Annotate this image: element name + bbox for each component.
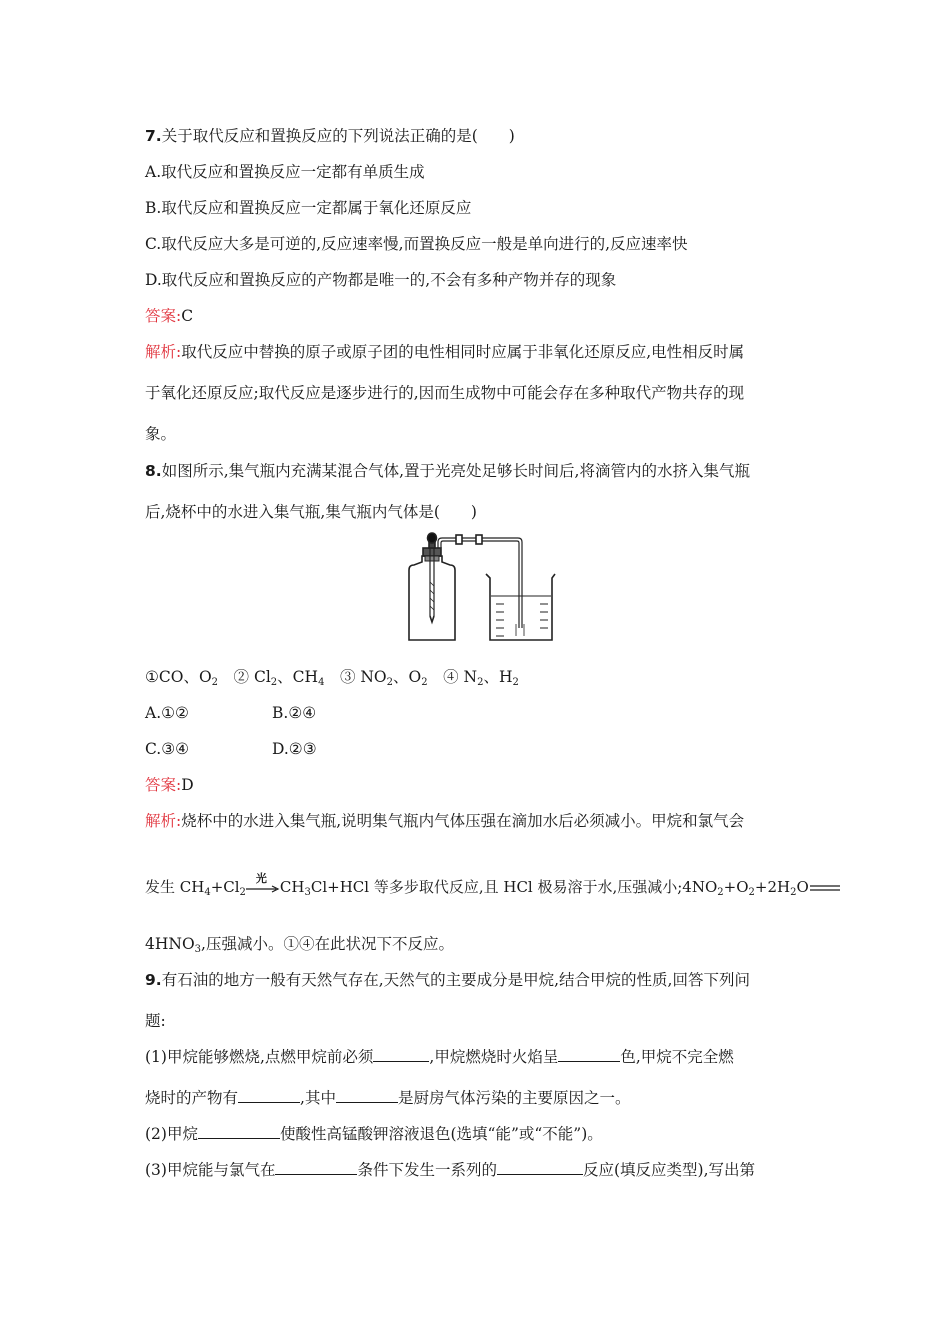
- eq-text-4: Cl+HCl 等多步取代反应,且 HCl 极易溶于水,压强减小;4NO: [310, 878, 718, 896]
- q7-stem: [145, 125, 515, 147]
- q9-p1b: ,甲烷燃烧时火焰呈: [429, 1048, 559, 1066]
- q7-option-c: C.取代反应大多是可逆的,反应速率慢,而置换反应一般是单向进行的,反应速率快: [145, 235, 688, 253]
- arrow-icon: [246, 885, 280, 893]
- gas-option-1: ①CO、O: [145, 668, 212, 686]
- gas-option-3c-sub: 2: [421, 677, 428, 688]
- eq-text-6: +2H: [754, 878, 791, 896]
- q8-analysis-3b: ,压强减小。①④在此状况下不反应。: [201, 935, 454, 953]
- q7-analysis-line-3: 象。: [145, 425, 177, 443]
- q8-number: 8.: [145, 462, 162, 480]
- gas-option-4: ④ N: [427, 668, 478, 686]
- q9-p1a: (1)甲烷能够燃烧,点燃甲烷前必须: [145, 1048, 374, 1066]
- fill-blank-1[interactable]: [373, 1047, 429, 1062]
- fill-blank-7[interactable]: [497, 1160, 583, 1175]
- q7-analysis-text-1: 取代反应中替换的原子或原子团的电性相同时应属于非氧化还原反应,电性相反时属: [181, 343, 745, 361]
- eq-sub-6: 2: [790, 887, 797, 898]
- gas-option-2c-sub: 4: [318, 677, 325, 688]
- q8-analysis-3a: 4HNO: [145, 935, 195, 953]
- eq-text-5: +O: [723, 878, 749, 896]
- q7-stem-text: 关于取代反应和置换反应的下列说法正确的是( ): [161, 127, 515, 145]
- q9-part1-line-1: [145, 1046, 734, 1068]
- q8-answer: [145, 774, 194, 796]
- gas-bottle-beaker-figure: [400, 532, 560, 648]
- q9-p1d: 烧时的产物有: [145, 1089, 239, 1107]
- q8-option-c: C.③④: [145, 740, 190, 758]
- q9-part2: [145, 1123, 603, 1145]
- q9-number: 9.: [145, 971, 162, 989]
- eq-text-1: 发生 CH: [145, 878, 205, 896]
- q9-p3c: 反应(填反应类型),写出第: [582, 1161, 756, 1179]
- q9-p2b: 使酸性高锰酸钾溶液退色(选填“能”或“不能”)。: [279, 1125, 603, 1143]
- eq-sub-5: 2: [748, 887, 755, 898]
- eq-sub-3: 3: [304, 887, 311, 898]
- fill-blank-3[interactable]: [238, 1088, 300, 1103]
- q8-analysis-text-1: 烧杯中的水进入集气瓶,说明集气瓶内气体压强在滴加水后必须减小。甲烷和氯气会: [181, 812, 745, 830]
- q7-answer: [145, 305, 193, 327]
- q7-answer-label: 答案:: [145, 307, 182, 325]
- q7-option-d: D.取代反应和置换反应的产物都是唯一的,不会有多种产物并存的现象: [145, 271, 617, 289]
- fill-blank-4[interactable]: [336, 1088, 398, 1103]
- q9-stem-line-1: [145, 969, 750, 991]
- gas-option-2-sub: 2: [270, 677, 278, 688]
- q9-p3b: 条件下发生一系列的: [357, 1161, 497, 1179]
- gas-option-2: ② Cl: [218, 668, 271, 686]
- q9-stem-text-1: 有石油的地方一般有天然气存在,天然气的主要成分是甲烷,结合甲烷的性质,回答下列问: [161, 971, 750, 989]
- q8-option-a: A.①②: [145, 704, 189, 722]
- q8-stem-line-2: 后,烧杯中的水进入集气瓶,集气瓶内气体是( ): [145, 503, 477, 521]
- q8-analysis-3-sub: 3: [194, 944, 202, 955]
- q7-analysis-line-1: [145, 341, 744, 363]
- q7-analysis-line-2: 于氧化还原反应;取代反应是逐步进行的,因而生成物中可能会存在多种取代产物共存的现: [145, 384, 745, 402]
- light-reaction-arrow: [246, 872, 280, 895]
- eq-text-2: +Cl: [210, 878, 240, 896]
- q8-answer-label: 答案:: [145, 776, 182, 794]
- q7-analysis-label: 解析:: [145, 343, 182, 361]
- q9-part1-line-2: [145, 1087, 630, 1109]
- eq-text-7: O: [796, 878, 809, 896]
- gas-option-4-sub: 2: [477, 677, 484, 688]
- eq-text-3: CH: [279, 878, 305, 896]
- q7-option-a: A.取代反应和置换反应一定都有单质生成: [145, 163, 425, 181]
- fill-blank-5[interactable]: [198, 1124, 280, 1139]
- eq-sub-2: 2: [239, 887, 246, 898]
- eq-sub-4: 2: [717, 887, 724, 898]
- q9-p1e: ,其中: [300, 1089, 336, 1107]
- equals-sign-icon: [809, 884, 841, 892]
- fill-blank-6[interactable]: [275, 1160, 357, 1175]
- gas-option-4b: 、H: [483, 668, 513, 686]
- gas-option-4c-sub: 2: [512, 677, 519, 688]
- fill-blank-2[interactable]: [558, 1047, 620, 1062]
- apparatus-diagram: [400, 532, 560, 644]
- gas-option-2b: 、CH: [277, 668, 319, 686]
- q9-p1c: 色,甲烷不完全燃: [620, 1048, 734, 1066]
- gas-option-1-sub: 2: [211, 677, 219, 688]
- q9-part3: [145, 1159, 755, 1181]
- q8-analysis-label: 解析:: [145, 812, 182, 830]
- q9-stem-line-2: 题:: [145, 1012, 166, 1030]
- q8-option-d: D.②③: [272, 740, 317, 758]
- q8-answer-value: D: [181, 776, 194, 794]
- gas-option-3: ③ NO: [324, 668, 387, 686]
- q8-analysis-line-3: [145, 933, 454, 955]
- q7-answer-value: C: [181, 307, 194, 325]
- q8-gas-options: [145, 666, 519, 688]
- q8-analysis-line-1: [145, 810, 744, 832]
- q8-stem-line-1: [145, 460, 750, 482]
- gas-option-3-sub: 2: [386, 677, 394, 688]
- q9-p1f: 是厨房气体污染的主要原因之一。: [397, 1089, 631, 1107]
- q8-option-b: B.②④: [272, 704, 317, 722]
- q8-stem-text-1: 如图所示,集气瓶内充满某混合气体,置于光亮处足够长时间后,将滴管内的水挤入集气瓶: [161, 462, 750, 480]
- q8-analysis-equation-line: [145, 872, 841, 898]
- eq-sub-1: 4: [204, 887, 211, 898]
- reaction-condition-label: 光: [255, 872, 267, 885]
- q9-p3a: (3)甲烷能与氯气在: [145, 1161, 276, 1179]
- q7-option-b: B.取代反应和置换反应一定都属于氧化还原反应: [145, 199, 472, 217]
- q7-number: 7.: [145, 127, 162, 145]
- q9-p2a: (2)甲烷: [145, 1125, 198, 1143]
- gas-option-3b: 、O: [393, 668, 422, 686]
